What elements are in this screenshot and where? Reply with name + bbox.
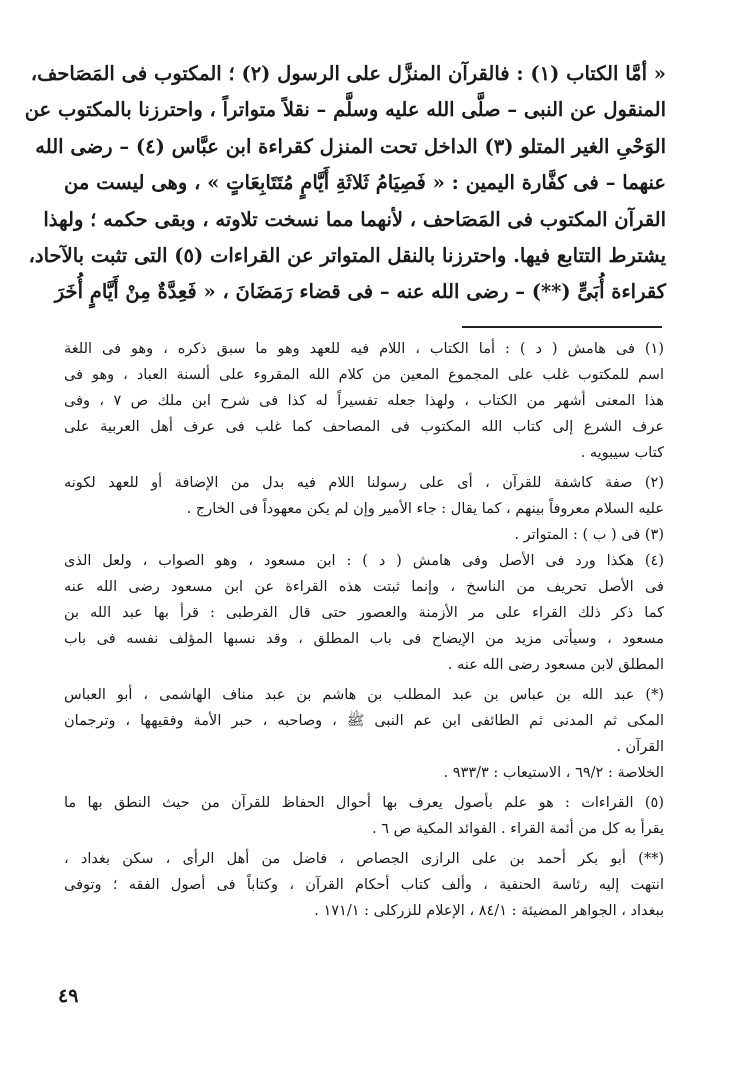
main-line: كقراءة أُبَىٍّ (**) – رضى الله عنه – فى قضاء رَمَضَانَ ، « فَعِدَّةٌ مِنْ أَيَّامٍ أُخَرَ (54, 280, 666, 304)
footnote-line: (٤) هكذا ورد فى الأصل وفى هامش ( د ) : ابن مسعود ، وهو الصواب ، ولعل الذى (64, 553, 664, 569)
footnote-line: عرف الشرع إلى كتاب الله المكتوب فى المصاحف كما غلب فى عرف أهل العربية على (64, 419, 664, 435)
footnote-star (64, 682, 664, 786)
main-line: الوَحْىِ الغير المتلو (٣) الداخل تحت المنزل كقراءة ابن عبَّاس (٤) – رضى الله (35, 134, 666, 158)
footnote-separator (462, 326, 662, 328)
footnote-line: (**) أبو بكر أحمد بن على الرازى الجصاص ، فاضل من أهل الرأى ، سكن بغداد ، (64, 851, 664, 867)
footnote-line: (*) عبد الله بن عباس بن عبد المطلب بن هاشم بن عبد مناف الهاشمى ، أبو العباس (64, 687, 664, 703)
footnotes (64, 336, 664, 924)
main-line: القرآن المكتوب فى المَصَاحف ، لأنهما مما نسخت تلاوته ، وبقى حكمه ؛ ولهذا (43, 207, 666, 231)
footnote-5 (64, 790, 664, 842)
footnote-line: المطلق لابن مسعود رضى الله عنه . (447, 657, 664, 673)
footnote-line: (٢) صفة كاشفة للقرآن ، أى على رسولنا اللام فيه بدل من الإضافة أو للعهد لكونه (64, 475, 664, 491)
footnote-line: يقرأ به كل من أئمة القراء . الفوائد المكية ص ٦ . (372, 821, 664, 837)
main-line: المنقول عن النبى – صلَّى الله عليه وسلَّم – نقلاً متواتراً ، واحترزنا بالمكتوب عن (24, 98, 666, 122)
footnote-line: القرآن . (616, 739, 664, 755)
footnote-line: المكى ثم المدنى ثم الطائفى ابن عم النبى ﷺ ، وصاحبه ، حبر الأمة وفقيهها ، وترجمان (64, 713, 664, 729)
page-number: ٤٩ (58, 985, 79, 1007)
main-line: « أمَّا الكتاب (١) : فالقرآن المنزَّل على الرسول (٢) ؛ المكتوب فى المَصَاحف، (30, 62, 666, 85)
footnote-3 (64, 522, 664, 548)
footnote-line: عليه السلام معروفاً بينهم ، كما يقال : جاء الأمير وإن لم يكن معهوداً فى الخارج . (186, 501, 664, 517)
footnote-line: (١) فى هامش ( د ) : أما الكتاب ، اللام فيه للعهد وهو ما سبق ذكره ، وهو فى اللغة (64, 341, 664, 357)
footnote-line: فى الأصل تحريف من الناسخ ، وإنما ثبتت هذه القراءة عن ابن مسعود رضى الله عنه (64, 579, 664, 595)
footnote-1 (64, 336, 664, 466)
footnote-line: ببغداد ، الجواهر المضيئة : ٨٤/١ ، الإعلام للزركلى : ١٧١/١ . (314, 903, 664, 919)
footnote-line: اسم للمكتوب غلب على المجموع المعين من كلام الله المقروء على ألسنة العباد ، وهو فى (64, 367, 664, 383)
footnote-line: (٣) فى ( ب ) : المتواتر . (514, 527, 664, 543)
footnote-line: مسعود ، وسيأتى مزيد من الإيضاح فى باب المطلق ، وقد نسبها المؤلف نفسه فى باب (64, 631, 664, 647)
main-text (24, 56, 666, 311)
main-line: يشترط التتابع فيها. واحترزنا بالنقل المتواتر عن القراءات (٥) التى تثبت بالآحاد، (28, 243, 666, 267)
footnote-line: كما ذكر ذلك القراء على مر الأزمنة والعصور حتى قال القرطبى : قرأ بها عبد الله بن (64, 605, 664, 621)
footnote-line: (٥) القراءات : هو علم بأصول يعرف بها أحوال الحفاظ للقرآن من حيث النطق بها ما (64, 795, 664, 811)
footnote-2 (64, 470, 664, 522)
footnote-line: انتهت إليه رئاسة الحنفية ، وألف كتاب أحكام القرآن ، وكتاباً فى أصول الفقه ؛ وتوفى (64, 877, 664, 893)
footnote-4 (64, 548, 664, 678)
footnote-double-star (64, 846, 664, 924)
footnote-line: هذا المعنى أشهر من الكتاب ، ولهذا جعله تفسيراً له كذا فى شرح ابن ملك ص ٧ ، وفى (64, 393, 664, 409)
footnote-line: كتاب سيبويه . (580, 445, 664, 461)
footnote-line: الخلاصة : ٦٩/٢ ، الاستيعاب : ٩٣٣/٣ . (443, 765, 664, 781)
main-line: عنهما – فى كفَّارة اليمين : « فَصِيَامُ ثَلاثَةِ أَيَّامٍ مُتَتَابِعَاتٍ » ، وهى ليست من (64, 171, 666, 195)
